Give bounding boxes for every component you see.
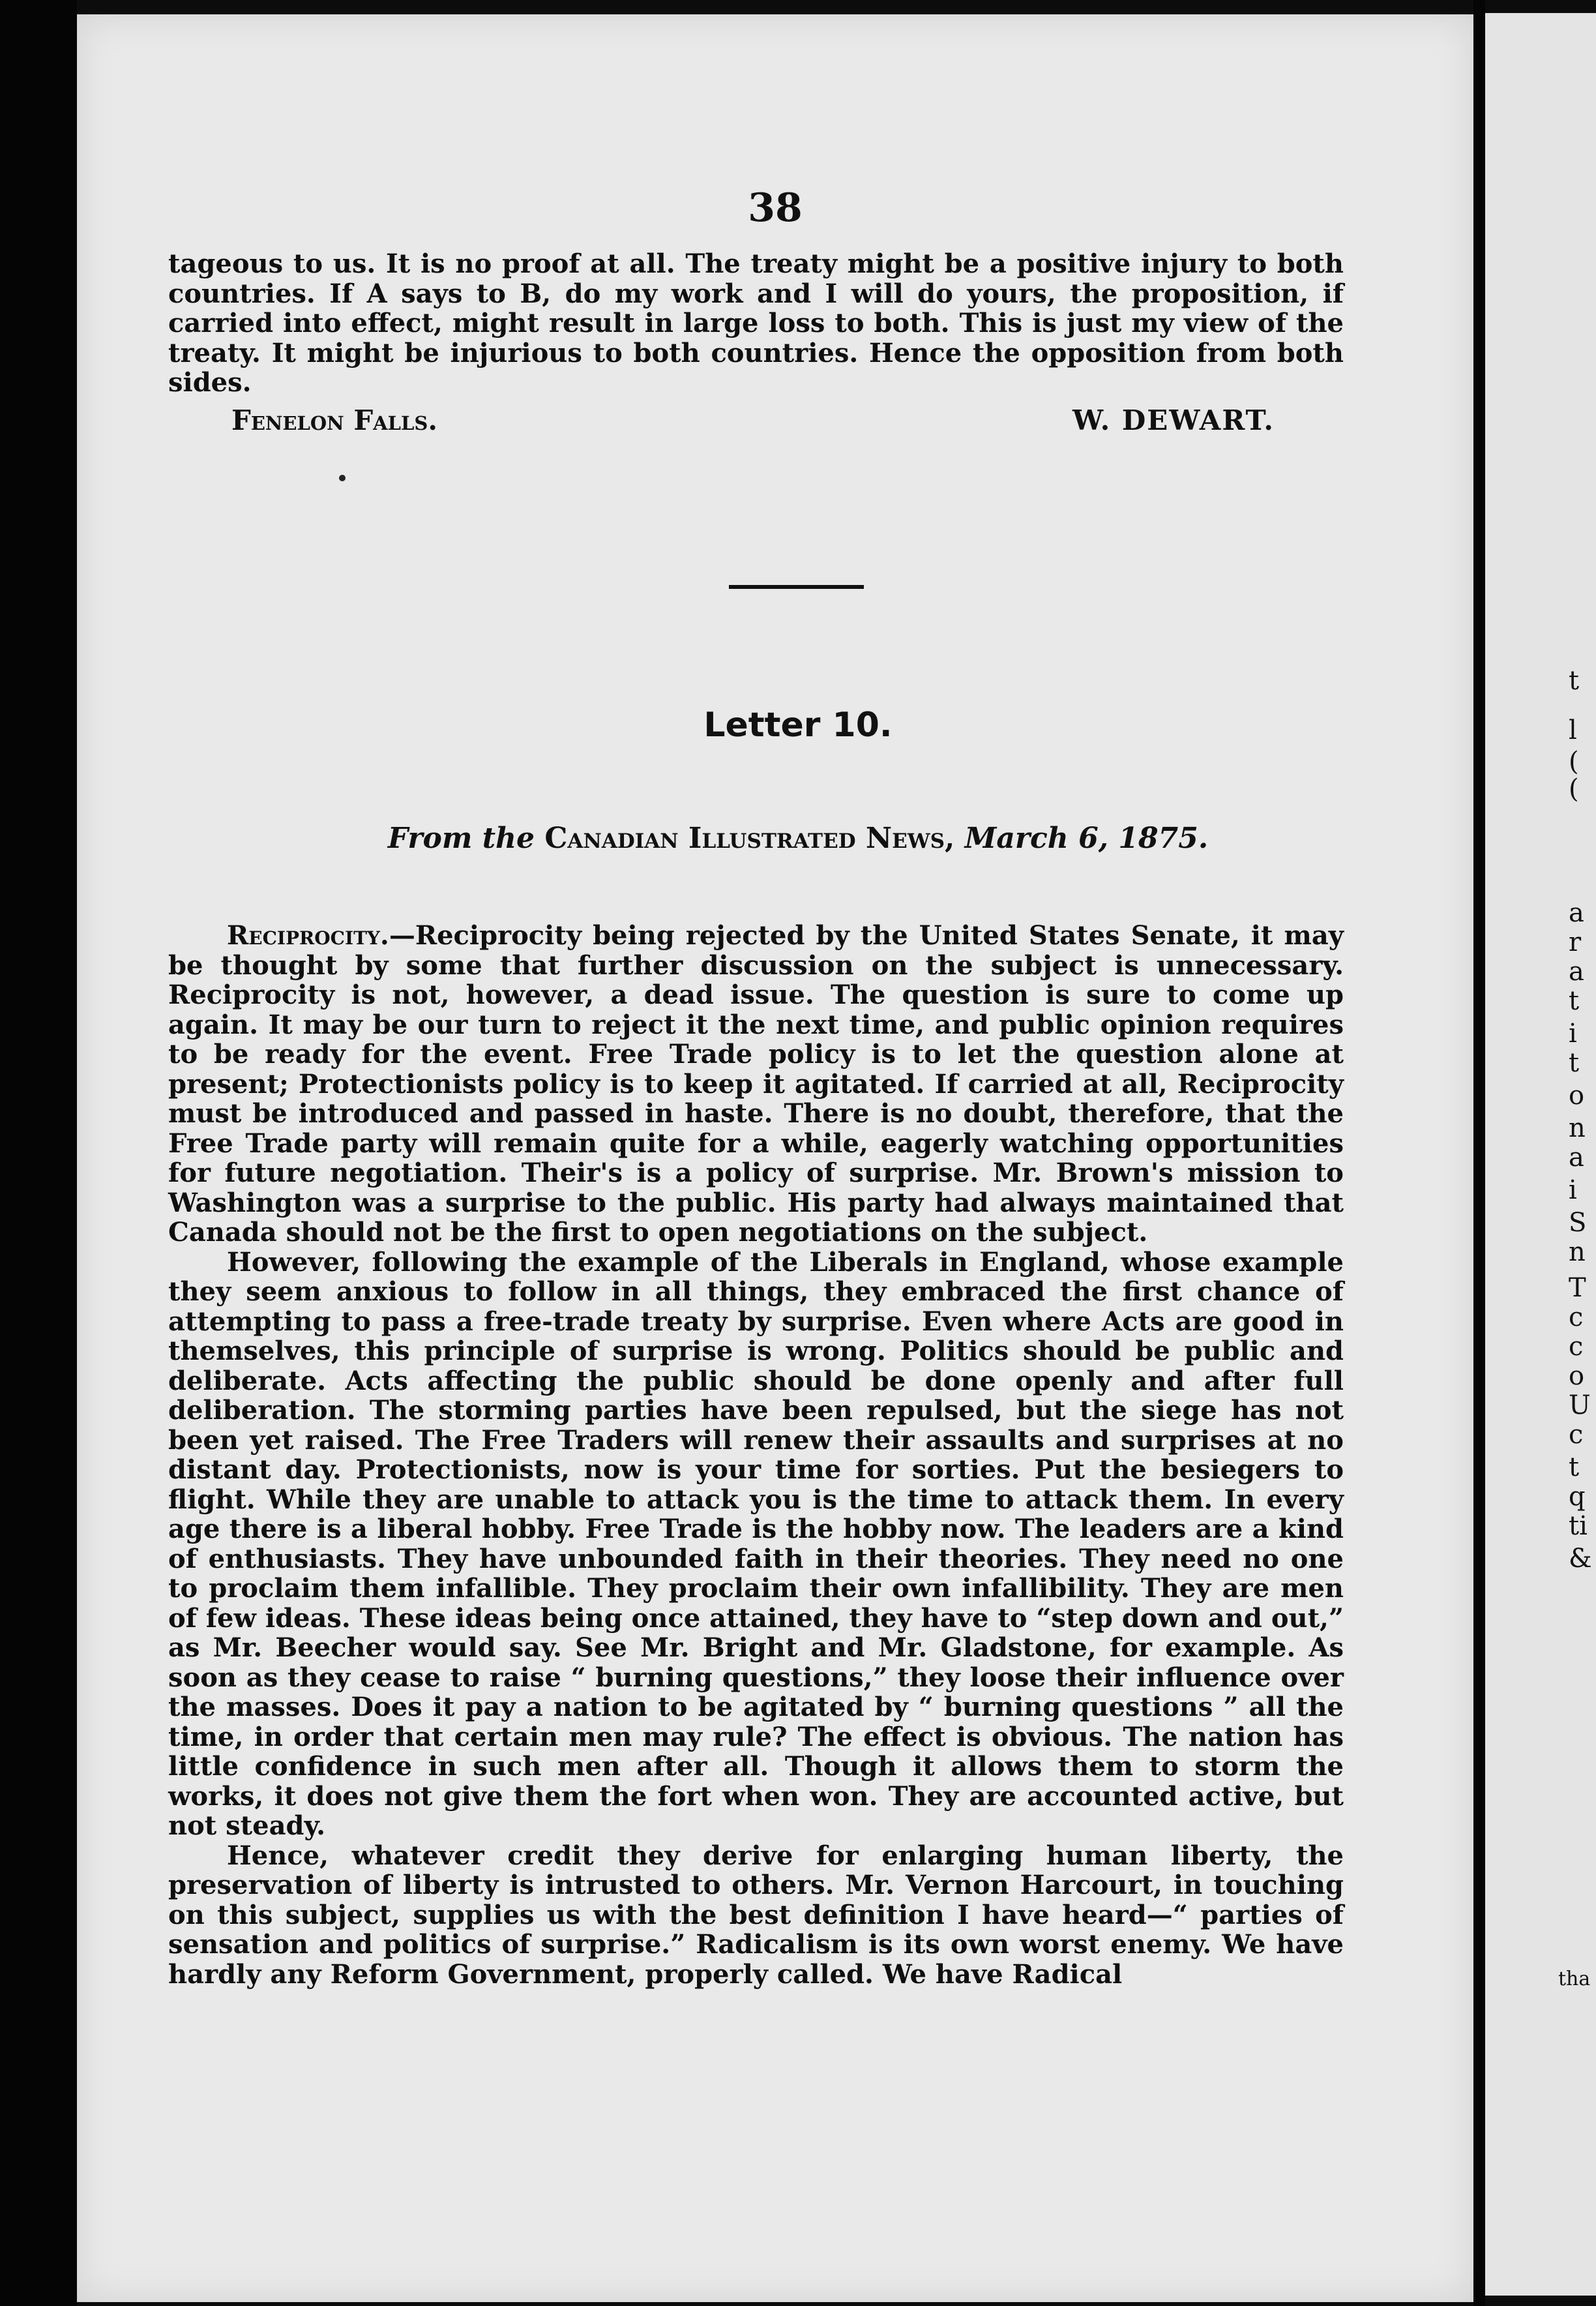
- adjacent-page-fragment: t: [1569, 666, 1580, 696]
- adjacent-page-fragment: S: [1569, 1208, 1587, 1238]
- adjacent-page-fragment: i: [1569, 1019, 1577, 1049]
- adjacent-page-fragment: t: [1569, 1048, 1580, 1078]
- adjacent-page-fragment: c: [1569, 1302, 1584, 1332]
- adjacent-page-fragment: o: [1569, 1081, 1585, 1111]
- adjacent-page-fragment: tha: [1558, 1968, 1591, 1990]
- stray-dot: [339, 475, 346, 481]
- adjacent-page-fragment: U: [1569, 1390, 1591, 1420]
- section-divider: [729, 585, 864, 589]
- adjacent-page-fragment: T: [1569, 1273, 1586, 1303]
- signoff-author: W. DEWART.: [1072, 404, 1275, 436]
- adjacent-page-edge: [1485, 13, 1596, 2296]
- adjacent-page-fragment: r: [1569, 927, 1582, 957]
- adjacent-page-fragment: n: [1569, 1237, 1586, 1267]
- adjacent-page-fragment: a: [1569, 898, 1584, 928]
- adjacent-page-fragment: c: [1569, 1332, 1584, 1362]
- letter-heading: Letter 10.: [703, 706, 893, 745]
- adjacent-page-fragment: &: [1569, 1544, 1592, 1574]
- adjacent-page-fragment: i: [1569, 1175, 1577, 1205]
- paragraph-3: Hence, whatever credit they derive for enlarging human liberty, the preservation of liberty is intrusted to others. Mr. Vernon Harcourt, in touching on this subject, supplies us with the best definition I have heard—“ parties of sensation and politics of surprise.” Radicalism is its own worst enemy. We have hardly any Reform Government, properly called. We have Radical: [168, 1840, 1344, 1990]
- continuation-text: tageous to us. It is no proof at all. The treaty might be a positive injury to both countries. If A says to B, do my work and I will do yours, the proposition, if carried into effect, might result in large loss to both. This is just my view of the treaty. It might be injurious to both countries. Hence the opposition from both sides.: [168, 248, 1344, 398]
- source-from: From the: [387, 822, 535, 855]
- adjacent-page-fragment: a: [1569, 1143, 1584, 1173]
- adjacent-page-fragment: (: [1569, 774, 1579, 804]
- signoff-place: Fenelon Falls.: [231, 404, 437, 436]
- adjacent-page-fragment: c: [1569, 1420, 1584, 1450]
- paragraph-text: —Reciprocity being rejected by the United States Senate, it may be thought by some that further discussion on the subject is unnecessary. Reciprocity is not, however, a dead issue. The question is sure to come up again. It may be our turn to reject it the next time, and public opinion requires to be ready for the event. Free Trade policy is to let the question alone at present; Protectionists policy is to keep it agitated. If carried at all, Reciprocity must be introduced and passed in haste. There is no doubt, therefore, that the Free Trade party will remain quite for a while, eagerly watching opportunities for future negotiation. Their's is a policy of surprise. Mr. Brown's mission to Washington was a surprise to the public. His party had always maintained that Canada should not be the first to open negotiations on the subject.: [168, 920, 1344, 1248]
- adjacent-page-fragment: n: [1569, 1113, 1586, 1143]
- adjacent-page-fragment: (: [1569, 747, 1579, 777]
- paragraph-1: [168, 921, 1344, 1248]
- scan-border: [0, 0, 77, 2306]
- continuation-paragraph: [168, 249, 1344, 398]
- page-gutter: [1473, 0, 1485, 2306]
- adjacent-page-fragment: a: [1569, 957, 1584, 987]
- page-number: 38: [748, 185, 803, 231]
- paragraph-2: However, following the example of the Liberals in England, whose example they seem anxious to follow in all things, they embraced the first chance of attempting to pass a free-trade treaty by surprise. Even where Acts are good in themselves, this principle of surprise is wrong. Politics should be public and deliberate. Acts affecting the public should be done openly and after full deliberation. The storming parties have been repulsed, but the siege has not been yet raised. The Free Traders will renew their assaults and surprises at no distant day. Protectionists, now is your time for sorties. Put the besiegers to flight. While they are unable to attack you is the time to attack them. In every age there is a liberal hobby. Free Trade is the hobby now. The leaders are a kind of enthusiasts. They have unbounded faith in their theories. They need no one to proclaim them infallible. They proclaim their own infallibility. They are men of few ideas. These ideas being once attained, they have to “step down and out,” as Mr. Beecher would say. See Mr. Bright and Mr. Gladstone, for example. As soon as they cease to raise “ burning questions,” they loose their influence over the masses. Does it pay a nation to be agitated by “ burning questions ” all the time, in order that certain men may rule? The effect is obvious. The nation has little confidence in such men after all. Though it allows them to storm the works, it does not give them the fort when won. They are accounted active, but not steady.: [168, 1246, 1344, 1841]
- adjacent-page-fragment: l: [1569, 715, 1577, 745]
- adjacent-page-fragment: ti: [1569, 1511, 1588, 1541]
- letter-body: [168, 921, 1344, 1989]
- adjacent-page-fragment: t: [1569, 1452, 1580, 1482]
- adjacent-page-fragment: t: [1569, 986, 1580, 1016]
- source-date: March 6, 1875.: [964, 822, 1209, 855]
- letter-source: [0, 822, 1596, 855]
- adjacent-page-fragment: o: [1569, 1361, 1585, 1391]
- adjacent-page-fragment: q: [1569, 1482, 1586, 1512]
- source-publication: Canadian Illustrated News,: [544, 822, 955, 855]
- paragraph-lead: Reciprocity.: [227, 920, 389, 951]
